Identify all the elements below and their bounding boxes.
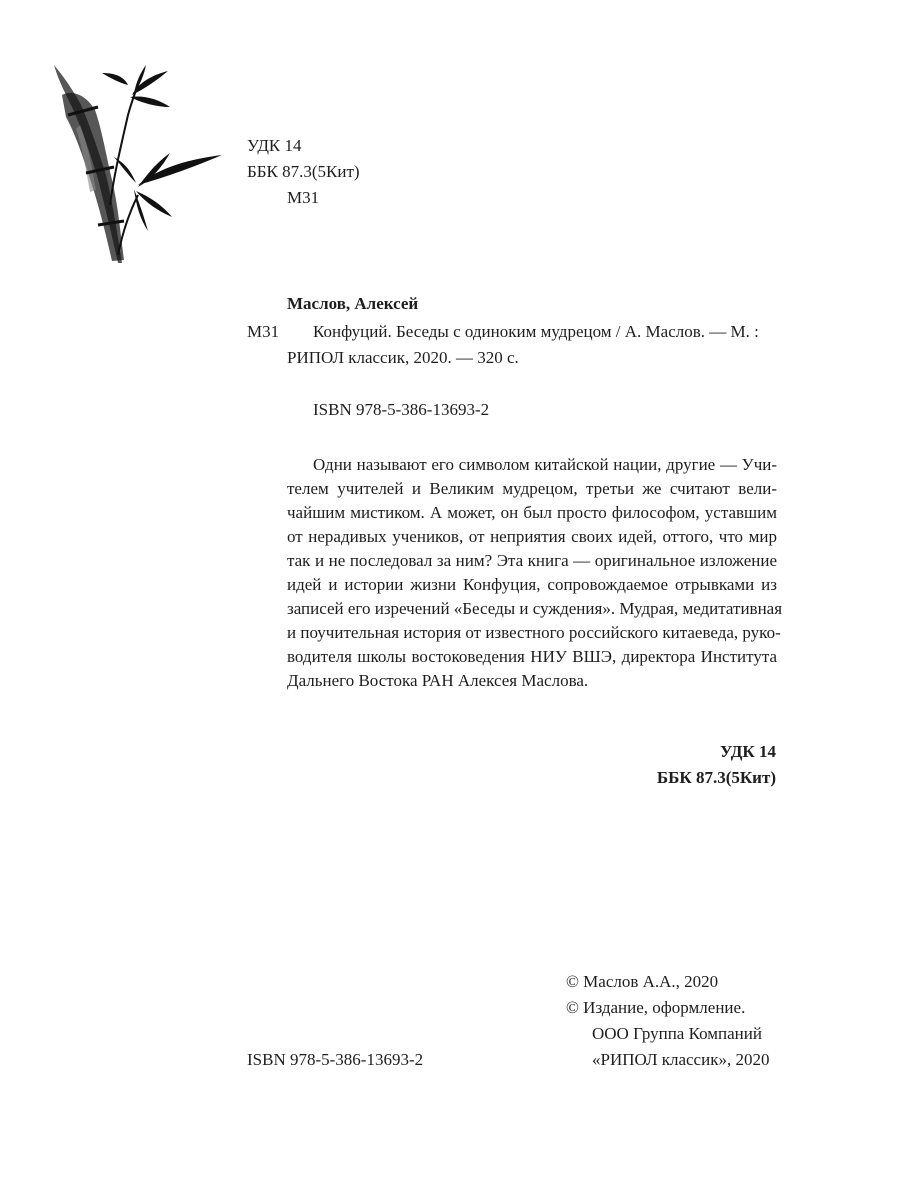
annotation-line: от нерадивых учеников, от неприятия своих идей, оттого, что мир: [287, 527, 777, 546]
annotation-line: так и не последовал за ним? Эта книга — оригинальное изложение: [287, 551, 777, 570]
record-author: Маслов, Алексей: [287, 294, 419, 313]
udk-right: УДК 14: [719, 742, 776, 761]
record-isbn: ISBN 978-5-386-13693-2: [313, 400, 490, 419]
annotation-line: и поучительная история от известного российского китаеведа, руко-: [287, 623, 781, 642]
annotation-line: Одни называют его символом китайской нации, другие — Учи-: [313, 455, 777, 474]
annotation-line: Дальнего Востока РАН Алексея Маслова.: [287, 671, 589, 690]
annotation-paragraph: [287, 453, 783, 693]
author-mark: М31: [287, 188, 320, 207]
record-description-line2: РИПОЛ классик, 2020. — 320 с.: [287, 348, 519, 367]
udk-code: УДК 14: [247, 136, 302, 155]
footer-isbn: ISBN 978-5-386-13693-2: [247, 1050, 424, 1069]
annotation-line: записей его изречений «Беседы и суждения». Мудрая, медитативная: [287, 599, 783, 618]
annotation-line: идей и истории жизни Конфуция, сопровождаемое отрывками из: [287, 575, 777, 594]
annotation-line: телем учителей и Великим мудрецом, третьи же считают вели-: [287, 479, 777, 498]
copyright-author: © Маслов А.А., 2020: [566, 972, 719, 991]
copyright-company: ООО Группа Компаний: [592, 1024, 762, 1043]
record-description-line1: Конфуций. Беседы с одиноким мудрецом / А. Маслов. — М. :: [313, 322, 759, 341]
annotation-line: водителя школы востоковедения НИУ ВШЭ, директора Института: [287, 647, 777, 666]
copyright-edition: © Издание, оформление.: [566, 998, 746, 1017]
bbk-right: ББК 87.3(5Кит): [656, 768, 776, 787]
annotation-line: чайшим мистиком. А может, он был просто философом, уставшим: [287, 503, 777, 522]
record-mark: М31: [247, 322, 280, 341]
bbk-code: ББК 87.3(5Кит): [247, 162, 360, 181]
copyright-publisher: «РИПОЛ классик», 2020: [592, 1050, 770, 1069]
bamboo-ink-icon: [40, 55, 230, 265]
